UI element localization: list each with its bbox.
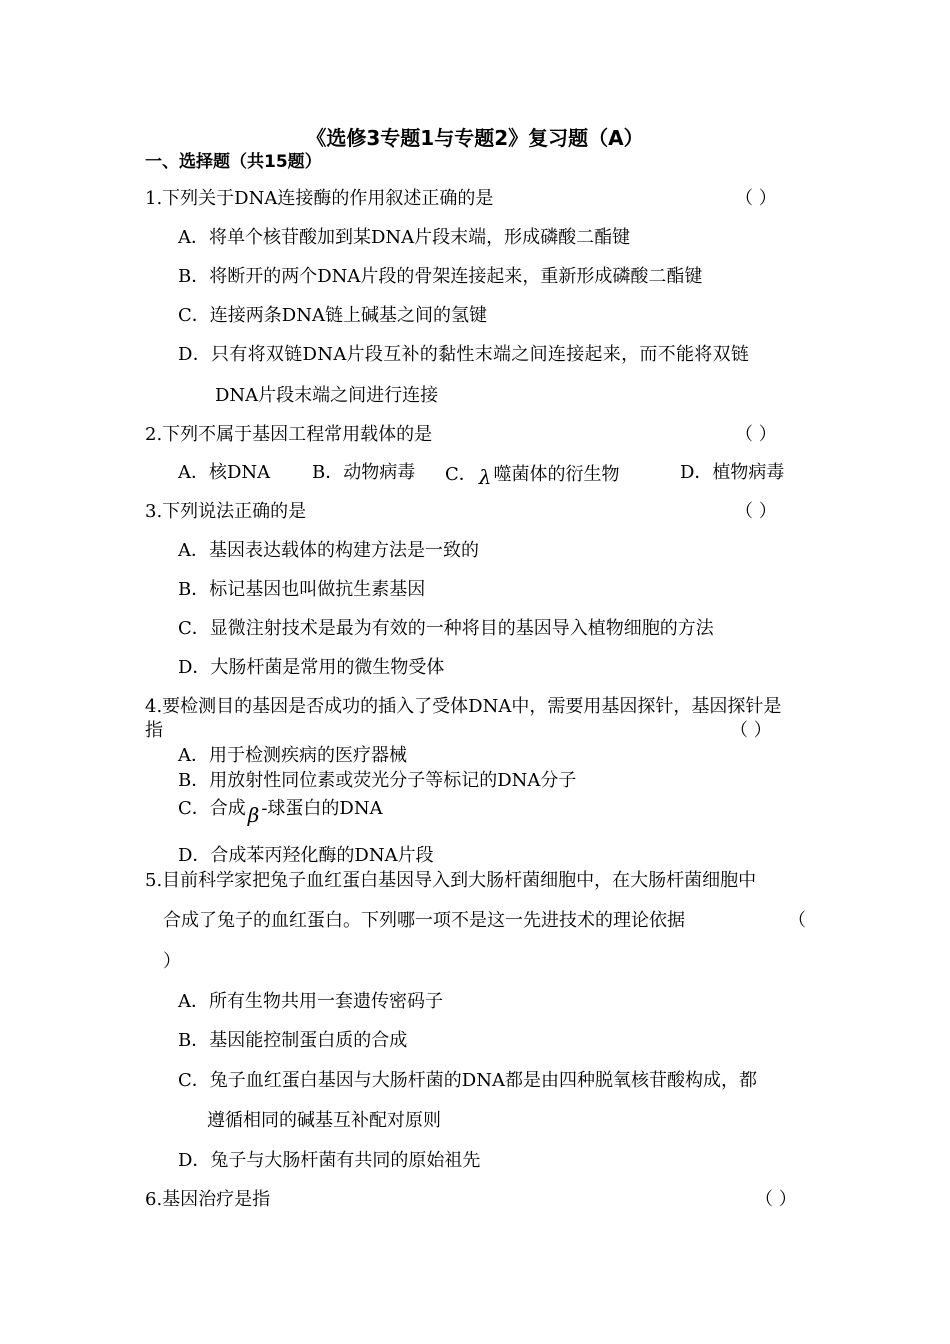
question-5-option-c-continued: 遵循相同的碱基互补配对原则 bbox=[207, 1110, 441, 1131]
question-2-option-c bbox=[445, 461, 619, 487]
question-1-option-c: C．连接两条DNA链上碱基之间的氢键 bbox=[178, 305, 487, 326]
question-3-option-c: C．显微注射技术是最为有效的一种将目的基因导入植物细胞的方法 bbox=[178, 618, 714, 639]
question-5-answer-blank-close: ） bbox=[163, 951, 181, 972]
question-6-answer-blank: （ ） bbox=[755, 1189, 797, 1210]
question-5-option-a: A．所有生物共用一套遗传密码子 bbox=[178, 991, 443, 1012]
question-2-option-d: D．植物病毒 bbox=[680, 462, 785, 483]
question-4-stem: 4.要检测目的基因是否成功的插入了受体DNA中，需要用基因探针，基因探针是 bbox=[145, 696, 782, 717]
question-2-option-c-prefix: C． bbox=[445, 464, 477, 485]
question-1-stem: 1.下列关于DNA连接酶的作用叙述正确的是 bbox=[145, 188, 494, 209]
question-4-answer-blank: （ ） bbox=[730, 720, 772, 741]
beta-symbol: β bbox=[247, 803, 260, 827]
question-4-option-c-text: -球蛋白的DNA bbox=[261, 798, 383, 819]
question-1-option-d-continued: DNA片段末端之间进行连接 bbox=[215, 385, 439, 406]
question-2-option-c-text: 噬菌体的衍生物 bbox=[493, 464, 620, 485]
question-1-option-d: D．只有将双链DNA片段互补的黏性末端之间连接起来，而不能将双链 bbox=[178, 344, 750, 365]
question-4-option-c-prefix: C．合成 bbox=[178, 798, 246, 819]
question-4-option-b: B．用放射性同位素或荧光分子等标记的DNA分子 bbox=[178, 770, 577, 791]
question-3-stem: 3.下列说法正确的是 bbox=[145, 501, 307, 522]
question-4-option-d: D．合成苯丙羟化酶的DNA片段 bbox=[178, 845, 434, 866]
question-4-option-c bbox=[178, 795, 383, 827]
question-4-stem-continued: 指 bbox=[145, 720, 163, 741]
question-3-option-b: B．标记基因也叫做抗生素基因 bbox=[178, 579, 426, 600]
question-3-option-a: A．基因表达载体的构建方法是一致的 bbox=[178, 540, 479, 561]
question-5-stem: 5.目前科学家把兔子血红蛋白基因导入到大肠杆菌细胞中，在大肠杆菌细胞中 bbox=[145, 870, 757, 891]
question-3-option-d: D．大肠杆菌是常用的微生物受体 bbox=[178, 657, 445, 678]
lambda-symbol: λ bbox=[478, 465, 492, 489]
question-1-answer-blank: （ ） bbox=[735, 188, 777, 209]
section-heading: 一、选择题（共15题） bbox=[145, 152, 322, 172]
question-5-option-c: C．兔子血红蛋白基因与大肠杆菌的DNA都是由四种脱氧核苷酸构成，都 bbox=[178, 1070, 757, 1091]
question-1-option-b: B．将断开的两个DNA片段的骨架连接起来，重新形成磷酸二酯键 bbox=[178, 266, 703, 287]
question-2-option-b: B．动物病毒 bbox=[312, 462, 416, 483]
question-3-answer-blank: （ ） bbox=[735, 501, 777, 522]
question-5-answer-blank-open: （ bbox=[788, 910, 806, 931]
question-2-stem: 2.下列不属于基因工程常用载体的是 bbox=[145, 424, 433, 445]
question-6-stem: 6.基因治疗是指 bbox=[145, 1189, 271, 1210]
question-4-option-a: A．用于检测疾病的医疗器械 bbox=[178, 745, 407, 766]
question-2-option-a: A．核DNA bbox=[178, 462, 271, 483]
question-5-option-d: D．兔子与大肠杆菌有共同的原始祖先 bbox=[178, 1150, 481, 1171]
document-title: 《选修3专题1与专题2》复习题（A） bbox=[306, 126, 644, 150]
question-5-stem-continued: 合成了兔子的血红蛋白。下列哪一项不是这一先进技术的理论依据 bbox=[163, 910, 685, 931]
question-1-option-a: A．将单个核苷酸加到某DNA片段末端，形成磷酸二酯键 bbox=[178, 227, 631, 248]
question-2-answer-blank: （ ） bbox=[735, 424, 777, 445]
question-5-option-b: B．基因能控制蛋白质的合成 bbox=[178, 1030, 408, 1051]
